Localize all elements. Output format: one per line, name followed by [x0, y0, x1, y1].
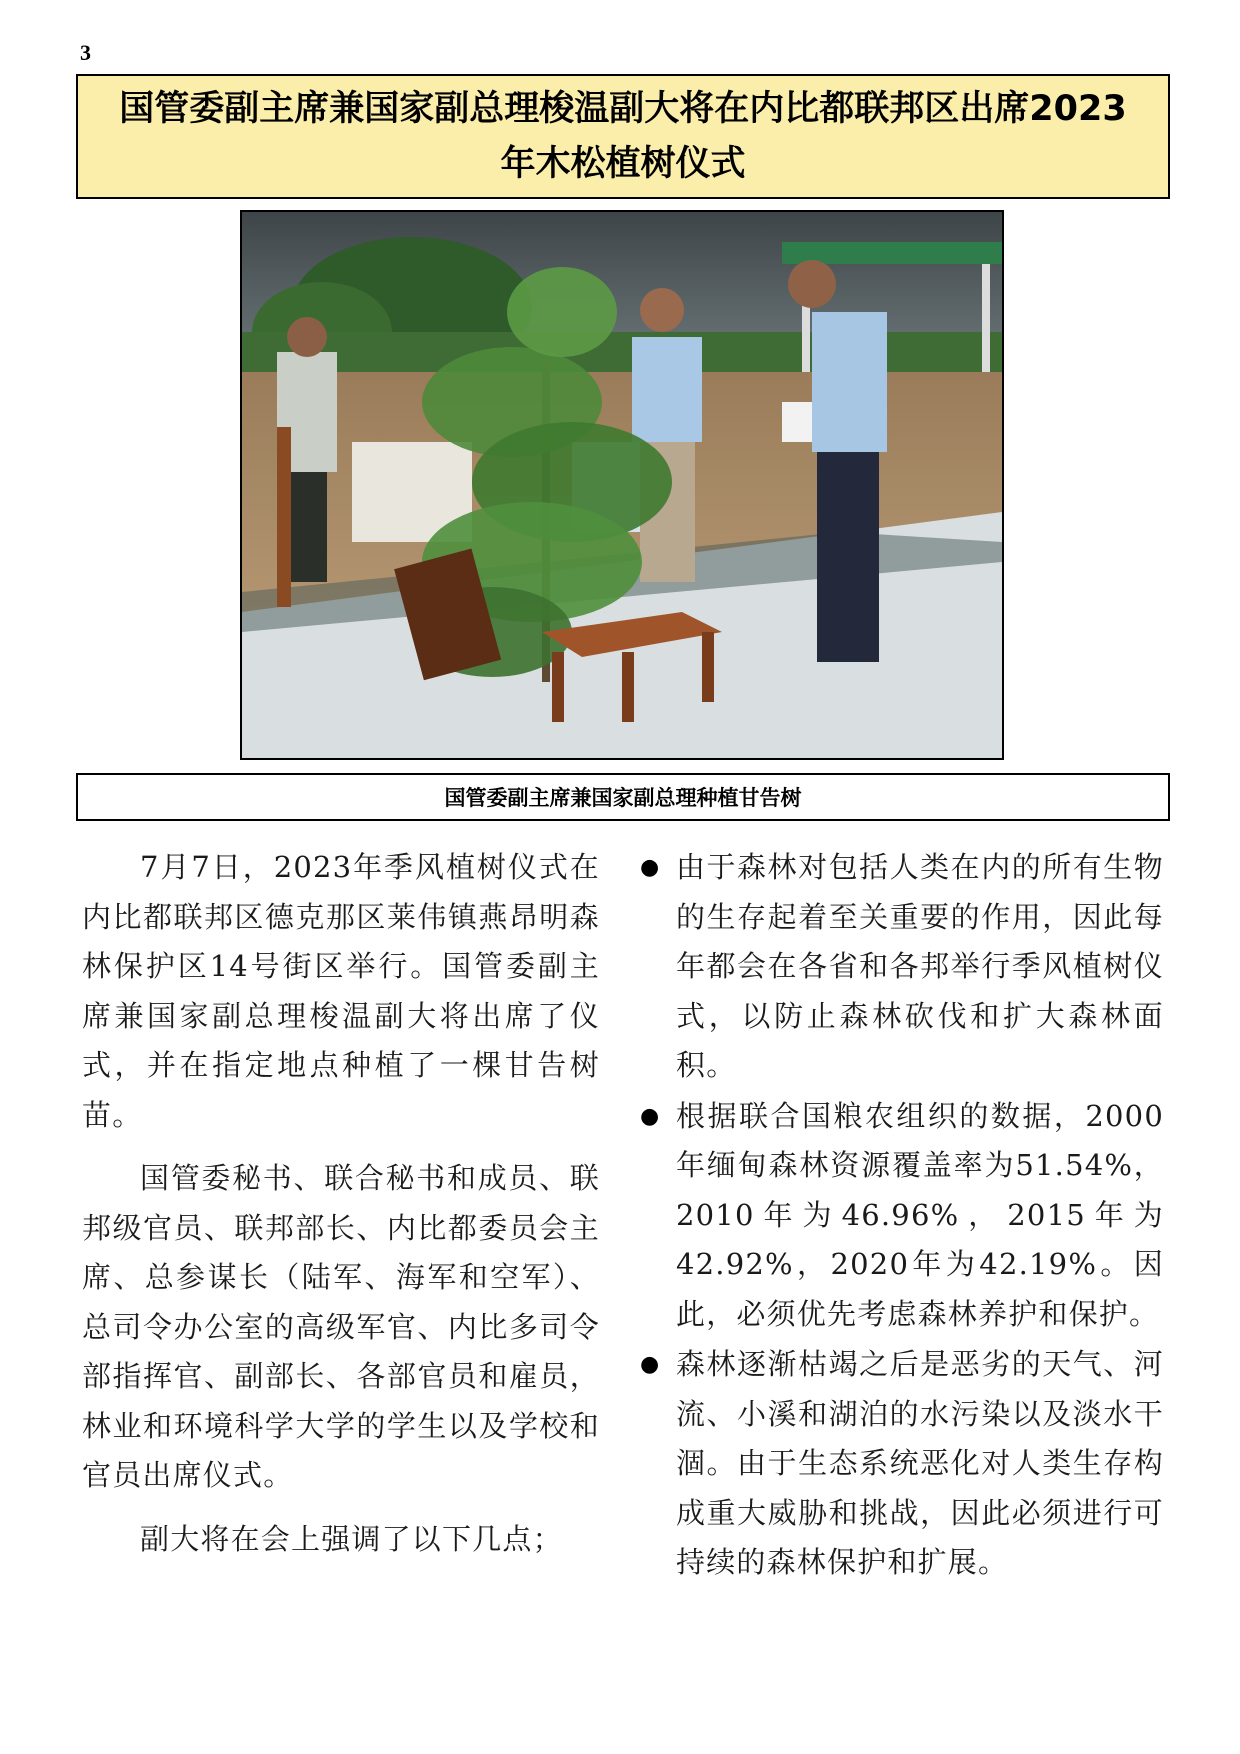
article-right-column [640, 843, 1164, 1589]
photo-caption-box [76, 773, 1170, 821]
photo-caption: 国管委副主席兼国家副总理种植甘告树 [444, 786, 802, 810]
paragraph-1: 7月7日，2023年季风植树仪式在内比都联邦区德克那区莱伟镇燕昂明森林保护区14号街区举行。国管委副主席兼国家副总理梭温副大将出席了仪式，并在指定地点种植了一棵甘告树苗。 [82, 850, 600, 1132]
title-banner [76, 74, 1170, 199]
bullet-text-1: 由于森林对包括人类在内的所有生物的生存起着至关重要的作用，因此每年都会在各省和各邦举行季风植树仪式，以防止森林砍伐和扩大森林面积。 [676, 850, 1164, 1082]
tree-planting-photo [242, 212, 1002, 758]
page-title: 国管委副主席兼国家副总理梭温副大将在内比都联邦区出席2023年木松植树仪式 [119, 88, 1127, 184]
paragraph-3: 副大将在会上强调了以下几点； [140, 1521, 563, 1556]
bullet-item [640, 1340, 1164, 1588]
bullet-item [640, 843, 1164, 1091]
bullet-list [640, 843, 1164, 1588]
bullet-icon: ● [640, 855, 661, 880]
article-left-column [82, 843, 600, 1578]
bullet-text-3: 森林逐渐枯竭之后是恶劣的天气、河流、小溪和湖泊的水污染以及淡水干涸。由于生态系统恶化对人类生存构成重大威胁和挑战，因此必须进行可持续的森林保护和扩展。 [676, 1347, 1164, 1579]
bullet-icon: ● [640, 1352, 661, 1377]
paragraph-2: 国管委秘书、联合秘书和成员、联邦级官员、联邦部长、内比都委员会主席、总参谋长（陆军、海军和空军）、总司令办公室的高级军官、内比多司令部指挥官、副部长、各部官员和雇员，林业和环境科学大学的学生以及学校和官员出席仪式。 [82, 1161, 600, 1492]
news-photo [240, 210, 1004, 760]
bullet-item [640, 1092, 1164, 1340]
page-number: 3 [80, 40, 91, 65]
bullet-text-2: 根据联合国粮农组织的数据，2000年缅甸森林资源覆盖率为51.54%，2010年为46.96%，2015年为42.92%，2020年为42.19%。因此，必须优先考虑森林养护和保护。 [676, 1098, 1164, 1331]
bullet-icon: ● [640, 1103, 661, 1129]
